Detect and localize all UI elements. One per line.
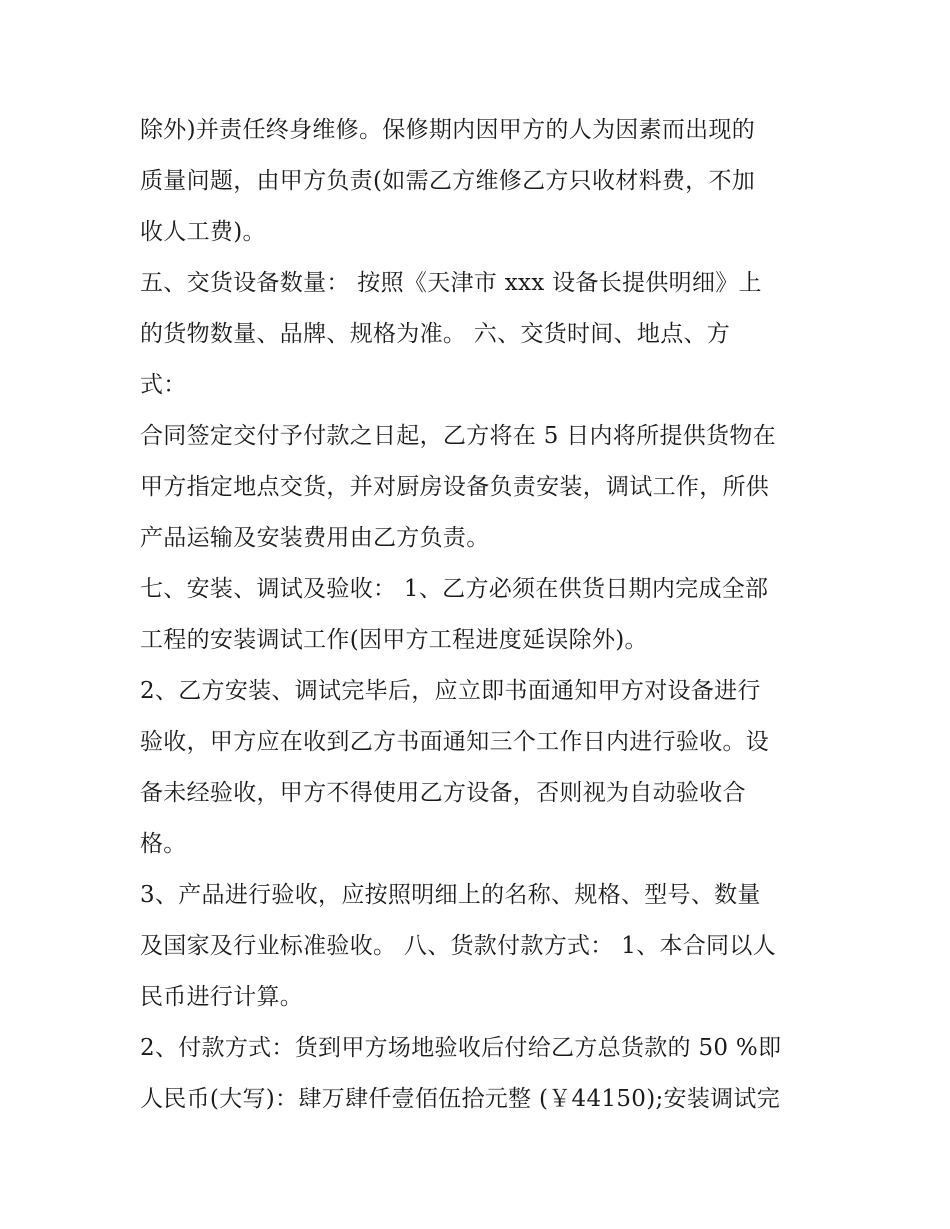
text-line: 格。 xyxy=(140,831,187,857)
text-line: 七、安装、调试及验收： 1、乙方必须在供货日期内完成全部 xyxy=(140,576,769,602)
text-line: 民币进行计算。 xyxy=(140,984,304,1010)
text-line: 产品运输及安装费用由乙方负责。 xyxy=(140,525,490,551)
document-body xyxy=(140,105,820,1125)
text-line: 备未经验收，甲方不得使用乙方设备，否则视为自动验收合 xyxy=(140,780,746,806)
text-line: 合同签定交付予付款之日起，乙方将在 5 日内将所提供货物在 xyxy=(140,423,776,449)
text-line: 甲方指定地点交货，并对厨房设备负责安装，调试工作，所供 xyxy=(140,474,770,500)
text-line: 工程的安装调试工作(因甲方工程进度延误除外)。 xyxy=(140,627,648,653)
text-line: 除外)并责任终身维修。保修期内因甲方的人为因素而出现的 xyxy=(140,117,756,143)
text-line: 2、付款方式：货到甲方场地验收后付给乙方总货款的 50 %即 xyxy=(140,1035,782,1061)
text-line: 五、交货设备数量： 按照《天津市 xxx 设备长提供明细》上 xyxy=(140,270,762,296)
text-line: 质量问题，由甲方负责(如需乙方维修乙方只收材料费，不加 xyxy=(140,168,756,194)
text-line: 式： xyxy=(140,372,187,398)
text-line: 及国家及行业标准验收。 八、货款付款方式： 1、本合同以人 xyxy=(140,933,776,959)
text-line: 收人工费)。 xyxy=(140,219,266,245)
text-line: 2、乙方安装、调试完毕后，应立即书面通知甲方对设备进行 xyxy=(140,678,761,704)
text-line: 的货物数量、品牌、规格为准。 六、交货时间、地点、方 xyxy=(140,321,731,347)
text-line: 验收，甲方应在收到乙方书面通知三个工作日内进行验收。设 xyxy=(140,729,770,755)
text-line: 3、产品进行验收，应按照明细上的名称、规格、型号、数量 xyxy=(140,882,761,908)
text-line: 人民币(大写)：肆万肆仟壹佰伍拾元整 (￥44150);安装调试完 xyxy=(140,1086,781,1112)
